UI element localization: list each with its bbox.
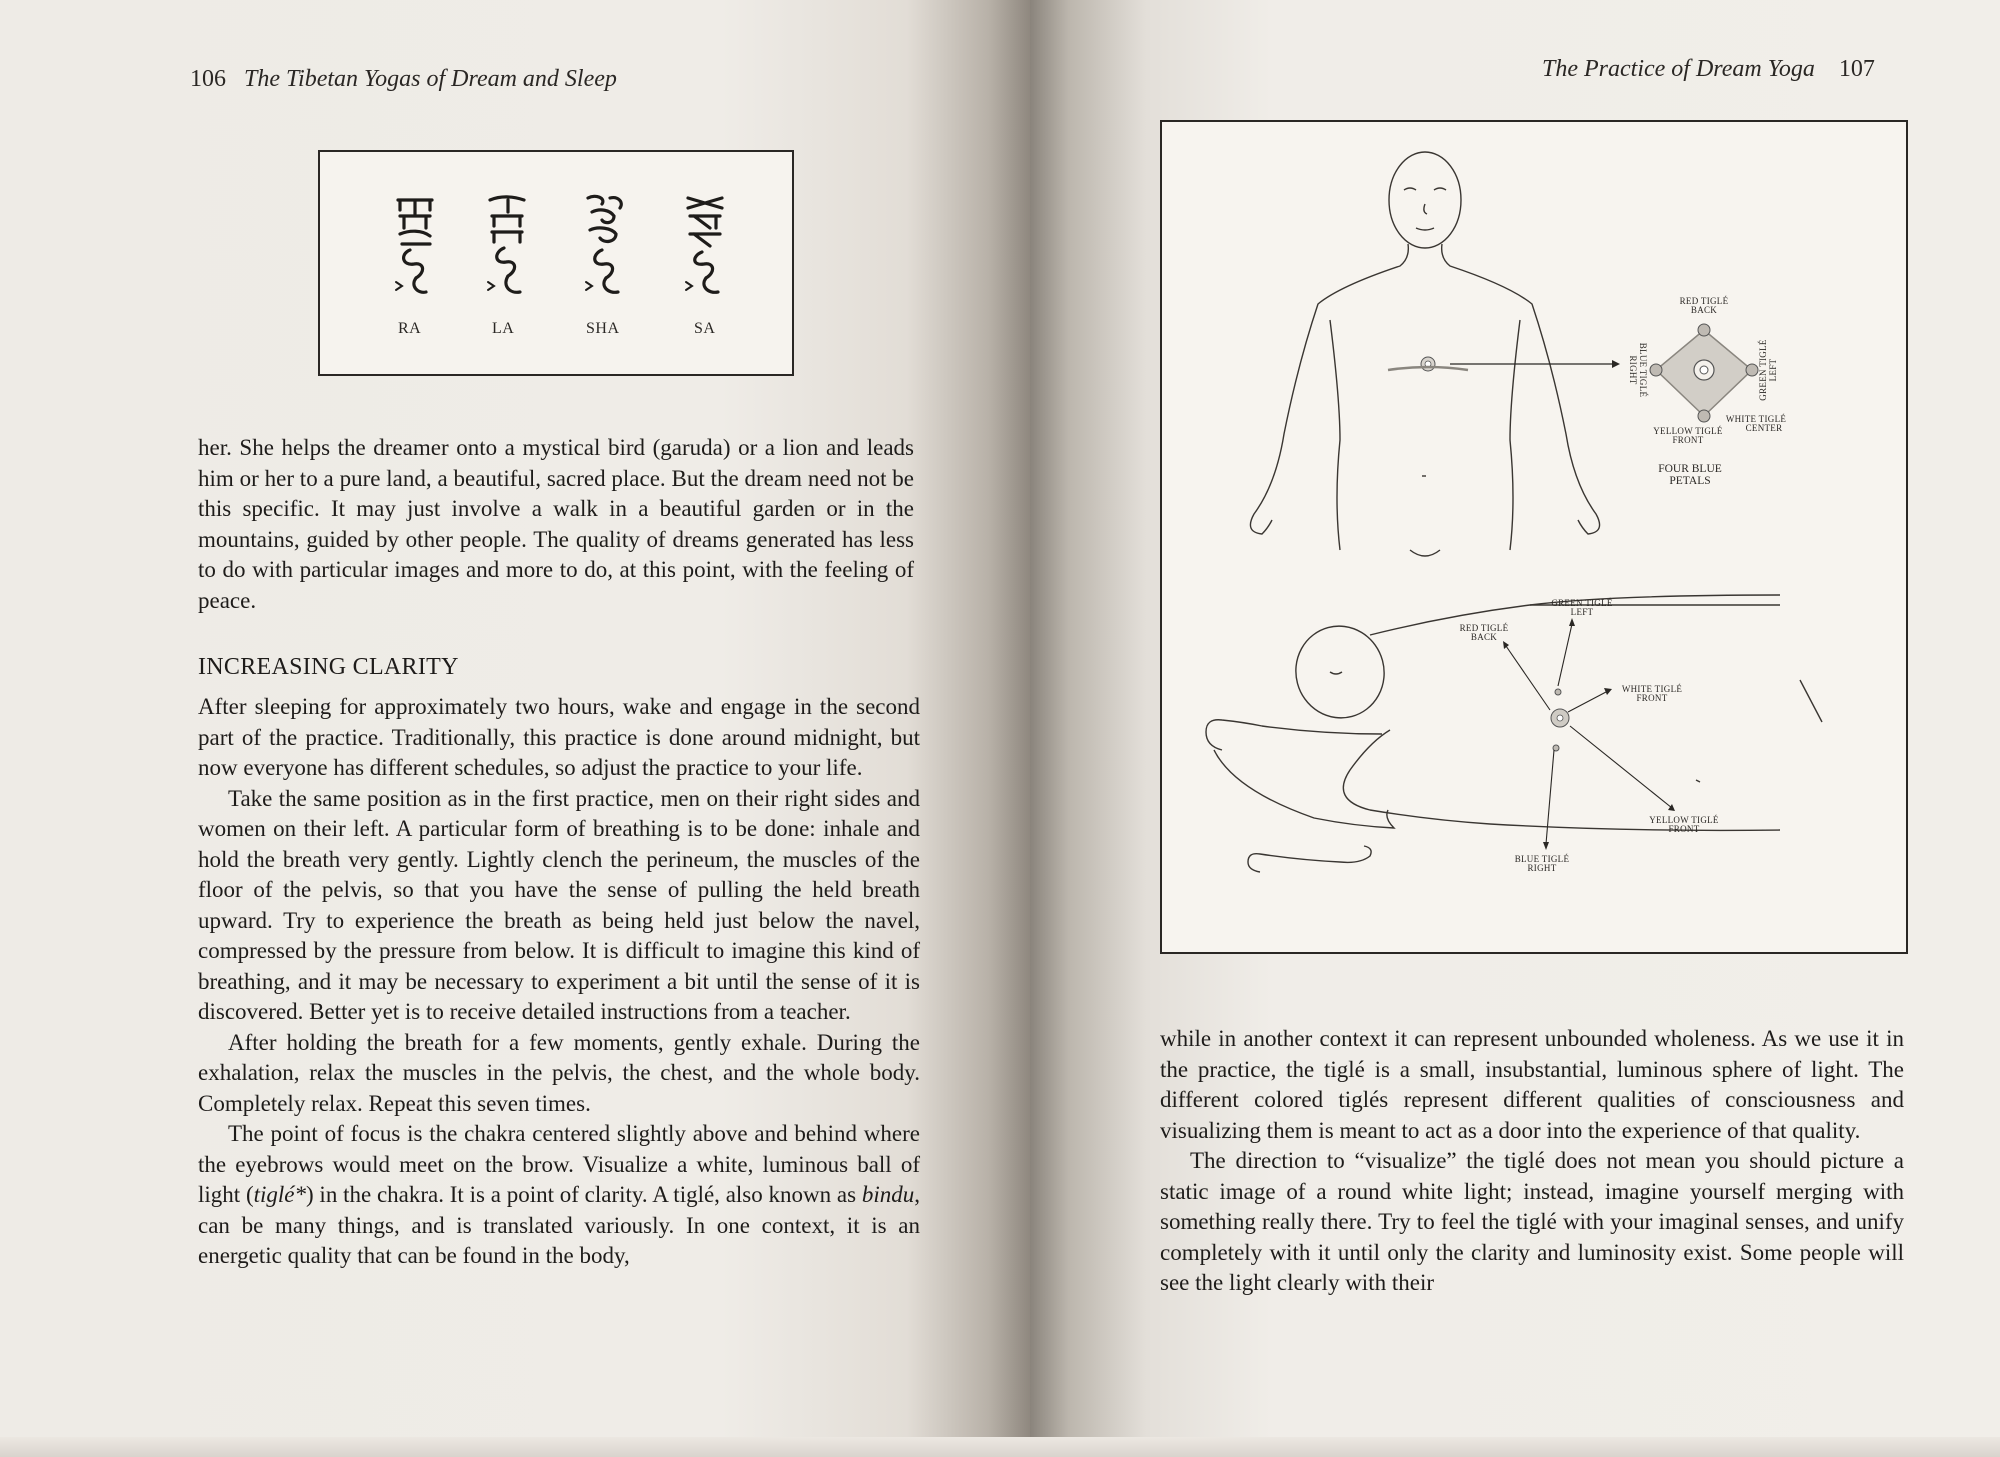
- lower-green-label-1: GREEN TIGLÉ: [1551, 598, 1613, 608]
- left-body-text: [198, 692, 920, 1272]
- upper-blue-label-1: BLUE TIGLÉ: [1638, 342, 1648, 398]
- syllable-sa-glyph: [680, 194, 730, 304]
- lower-white-label-1: WHITE TIGLÉ: [1621, 684, 1683, 694]
- upper-green-label-2: LEFT: [1768, 358, 1778, 382]
- right-body-text: [1160, 1024, 1904, 1299]
- right-running-head: [1542, 56, 1875, 83]
- upper-blue-label-2: RIGHT: [1628, 355, 1638, 385]
- upper-yellow-label-1: YELLOW TIGLÉ: [1653, 426, 1723, 436]
- tigle-figure: [1160, 120, 1908, 954]
- syllable-la-glyph: [482, 194, 532, 304]
- lower-blue-label-1: BLUE TIGLÉ: [1514, 854, 1570, 864]
- upper-white-label-2: CENTER: [1745, 423, 1783, 433]
- left-paragraph-4: After holding the breath for a few moments, gently exhale. During the exhalation, relax the muscles in the pelvis, the chest, and the whole body. Completely relax. Repeat this seven times.: [198, 1029, 920, 1116]
- upper-petals-label-1: FOUR BLUE: [1658, 463, 1722, 475]
- right-paragraph-2: The direction to “visualize” the tiglé does not mean you should picture a static image of a round white light; instead, imagine yourself merging with something really there. Try to feel the tiglé with your imaginal senses, and unify completely with it until only the clarity and luminosity exist. Some people will see the light clearly with their: [1160, 1148, 1904, 1295]
- upper-white-label-1: WHITE TIGLÉ: [1725, 414, 1787, 424]
- upper-red-label-2: BACK: [1690, 305, 1718, 315]
- left-paragraph-1: her. She helps the dreamer onto a mystical bird (garuda) or a lion and leads him or her to a pure land, a beautiful, sacred place. But the dream need not be this specific. It may just involve a walk in a beautiful garden or in the mountains, guided by other people. The quality of dreams generated has less to do with particular images and more to do, at this point, with the feeling of peace.: [198, 435, 914, 613]
- syllable-ra-glyph: [390, 194, 440, 304]
- upper-yellow-label-2: FRONT: [1672, 435, 1704, 445]
- left-paragraph-5: The point of focus is the chakra centered slightly above and behind where the eyebrows would meet on the brow. Visualize a white, luminous ball of light (tiglé*) in the chakra. It is a point of clarity. A tiglé, also known as bindu, can be many things, and is translated variously. In one context, it is an energetic quality that can be found in the body,: [198, 1121, 920, 1268]
- left-page-number: 106: [190, 66, 226, 92]
- syllable-label-la: LA: [492, 320, 515, 337]
- right-paragraph-1: while in another context it can represent unbounded wholeness. As we use it in the practice, the tiglé is a small, insubstantial, luminous sphere of light. The different colored tiglés represent different qualities of consciousness and visualizing them is meant to act as a door into the experience of that quality.: [1160, 1026, 1904, 1143]
- syllable-label-sha: SHA: [586, 320, 620, 337]
- syllable-label-ra: RA: [398, 320, 422, 337]
- syllables-figure: [318, 150, 794, 376]
- section-heading: INCREASING CLARITY: [198, 654, 459, 680]
- left-paragraph-3: Take the same position as in the first practice, men on their right sides and women on their left. A particular form of breathing is to be done: inhale and hold the breath very gently. Lightly clench the perineum, the muscles of the floor of the pelvis, so that you have the sense of pulling the held breath upward. Try to experience the breath as being held just below the navel, compressed by the pressure from below. It is difficult to imagine this kind of breathing, and it may be necessary to experiment a bit until the sense of it is discovered. Better yet is to receive detailed instructions from a teacher.: [198, 785, 920, 1024]
- lower-yellow-label-1: YELLOW TIGLÉ: [1649, 815, 1719, 825]
- right-page: [1030, 0, 2000, 1457]
- lower-red-label-2: BACK: [1470, 632, 1498, 642]
- syllable-label-sa: SA: [694, 320, 716, 337]
- upper-red-label-1: RED TIGLÉ: [1679, 296, 1729, 306]
- lower-blue-label-2: RIGHT: [1527, 863, 1557, 873]
- tigle-figure-frame: [1161, 121, 1907, 953]
- lower-yellow-label-2: FRONT: [1668, 824, 1700, 834]
- lower-green-label-2: LEFT: [1570, 607, 1594, 617]
- upper-green-label-1: GREEN TIGLÉ: [1758, 339, 1768, 401]
- upper-petals-label-2: PETALS: [1669, 475, 1711, 487]
- page-bottom-edge: [0, 1437, 2000, 1457]
- lower-red-label-1: RED TIGLÉ: [1459, 623, 1509, 633]
- left-paragraph-2: After sleeping for approximately two hours, wake and engage in the second part of the practice. Traditionally, this practice is done around midnight, but now everyone has different schedules, so adjust the practice to your life.: [198, 694, 920, 780]
- left-running-head: [190, 66, 617, 93]
- right-header-title: The Practice of Dream Yoga: [1542, 56, 1815, 82]
- syllable-sha-glyph: [580, 194, 630, 304]
- left-header-title: The Tibetan Yogas of Dream and Sleep: [244, 66, 617, 92]
- right-page-number: 107: [1838, 56, 1875, 82]
- lower-white-label-2: FRONT: [1636, 693, 1668, 703]
